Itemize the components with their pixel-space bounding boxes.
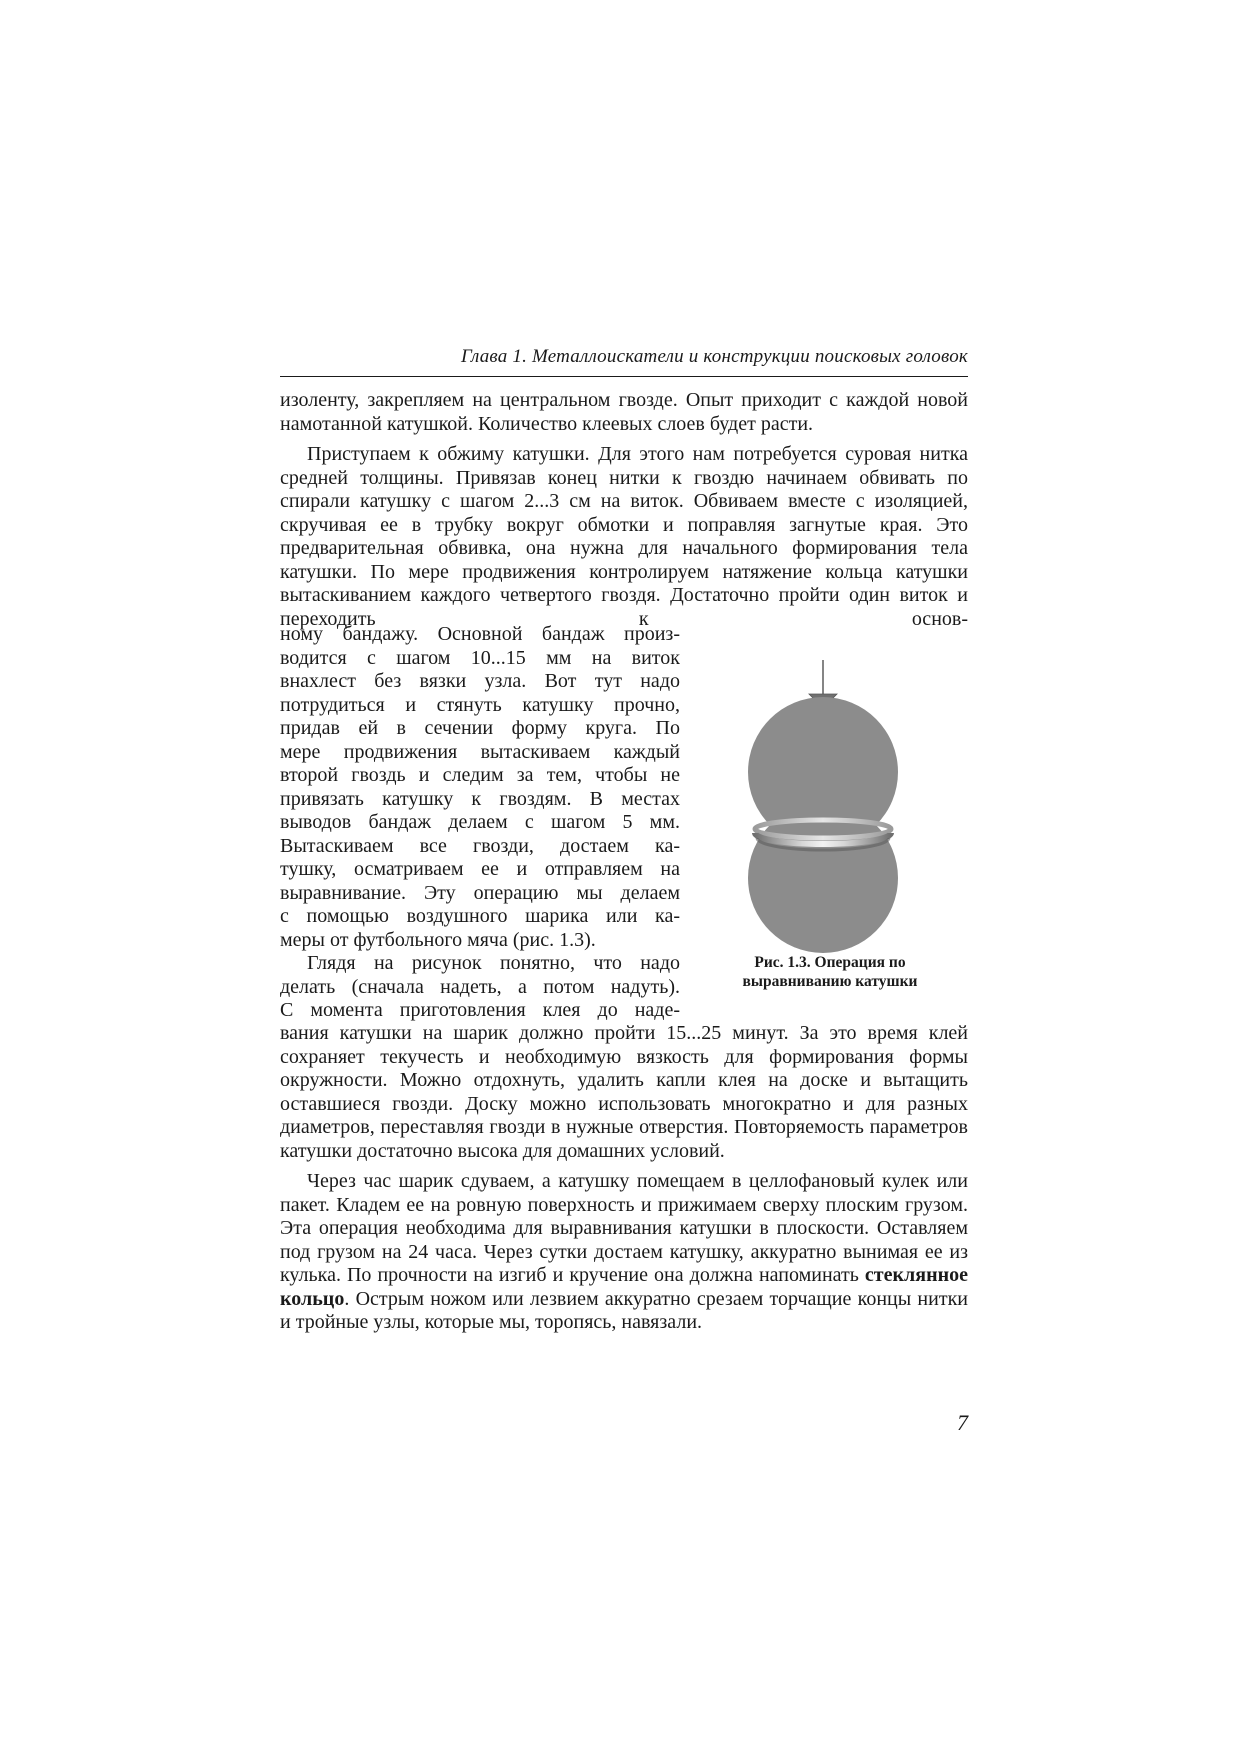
paragraph-1: изоленту, закрепляем на центральном гвозде. Опыт приходит с каждой новой намотанной катушкой. Количество клеевых слоев будет расти. [280, 389, 968, 435]
paragraph-4 [280, 1170, 968, 1335]
column-line: привязать катушку к гвоздям. В местах [280, 787, 680, 810]
column-line: внахлест без вязки узла. Вот тут надо [280, 670, 680, 692]
header-rule [280, 376, 968, 377]
bold-term: стеклянное кольцо [280, 1264, 968, 1310]
paragraph-2: Приступаем к обжиму катушки. Для этого нам потребуется суровая нитка средней толщины. Привязав конец нитки к гвоздю начинаем обвивать по спирали катушку с шагом 2...3 см на виток. Обвиваем вместе с изоляцией, скручивая ее в трубку вокруг обмотки и поправляя загнутые края. Это предварительная обвивка, она нужна для начального формирования тела катушки. По мере продвижения контролируем натяжение кольца катушки вытаскиванием каждого четвертого гвоздя. Достаточно пройти один виток и переходить к основ- [280, 443, 968, 630]
column-line: меры от футбольного мяча (рис. 1.3). [280, 928, 596, 951]
caption-line: Рис. 1.3. Операция по [754, 954, 906, 971]
text-block-top [280, 389, 968, 631]
caption-line: выравниванию катушки [742, 973, 918, 990]
column-line: Вытаскиваем все гвозди, достаем ка- [280, 834, 680, 857]
column-line: мере продвижения вытаскиваем каждый [280, 740, 680, 763]
column-line: С момента приготовления клея до наде- [280, 999, 680, 1021]
paragraph-3: вания катушки на шарик должно пройти 15...25 минут. За это время клей сохраняет текучесть и необходимую вязкость для формирования формы окружности. Можно отдохнуть, удалить капли клея на доске и вытащить оставшиеся гвозди. Доску можно использовать многократно и для разных диаметров, переставляя гвозди в нужные отверстия. Повторяемость параметров катушки достаточно высока для домашних условий. [280, 1022, 968, 1162]
column-line: с помощью воздушного шарика или ка- [280, 905, 680, 927]
column-line: потрудиться и стянуть катушку прочно, [280, 693, 680, 716]
column-line: второй гвоздь и следим за тем, чтобы не [280, 764, 680, 786]
paragraph-4-text-end: . Острым ножом или лезвием аккуратно срезаем торчащие концы нитки и тройные узлы, которые мы, торопясь, навязали. [280, 1287, 968, 1333]
page-number: 7 [957, 1410, 968, 1435]
figure-balloon-coil [735, 660, 945, 965]
text-column-wrapped [280, 623, 680, 1023]
column-line: водится с шагом 10...15 мм на виток [280, 646, 680, 669]
column-line: делать (сначала надеть, а потом надуть). [280, 975, 680, 998]
page-header: Глава 1. Металлоискатели и конструкции поисковых головок [461, 346, 968, 367]
paragraph-4-text: Через час шарик сдуваем, а катушку помещаем в целлофановый кулек или пакет. Кладем ее на ровную поверхность и прижимаем сверху плоским грузом. Эта операция необходима для выравнивания катушки в плоскости. Оставляем под грузом на 24 часа. Через сутки достаем катушку, аккуратно вынимая ее из кулька. По прочности на изгиб и кручение она должна напоминать [280, 1170, 968, 1286]
column-line: Глядя на рисунок понятно, что надо [307, 952, 680, 974]
balloon-coil-illustration [735, 660, 945, 965]
column-line: выводов бандаж делаем с шагом 5 мм. [280, 811, 680, 833]
text-block-bottom [280, 1022, 968, 1335]
column-line: придав ей в сечении форму круга. По [280, 717, 680, 739]
column-line: выравнивание. Эту операцию мы делаем [280, 881, 680, 904]
column-line: ному бандажу. Основной бандаж произ- [280, 623, 680, 645]
figure-caption [715, 953, 945, 991]
column-line: тушку, осматриваем ее и отправляем на [280, 858, 680, 880]
